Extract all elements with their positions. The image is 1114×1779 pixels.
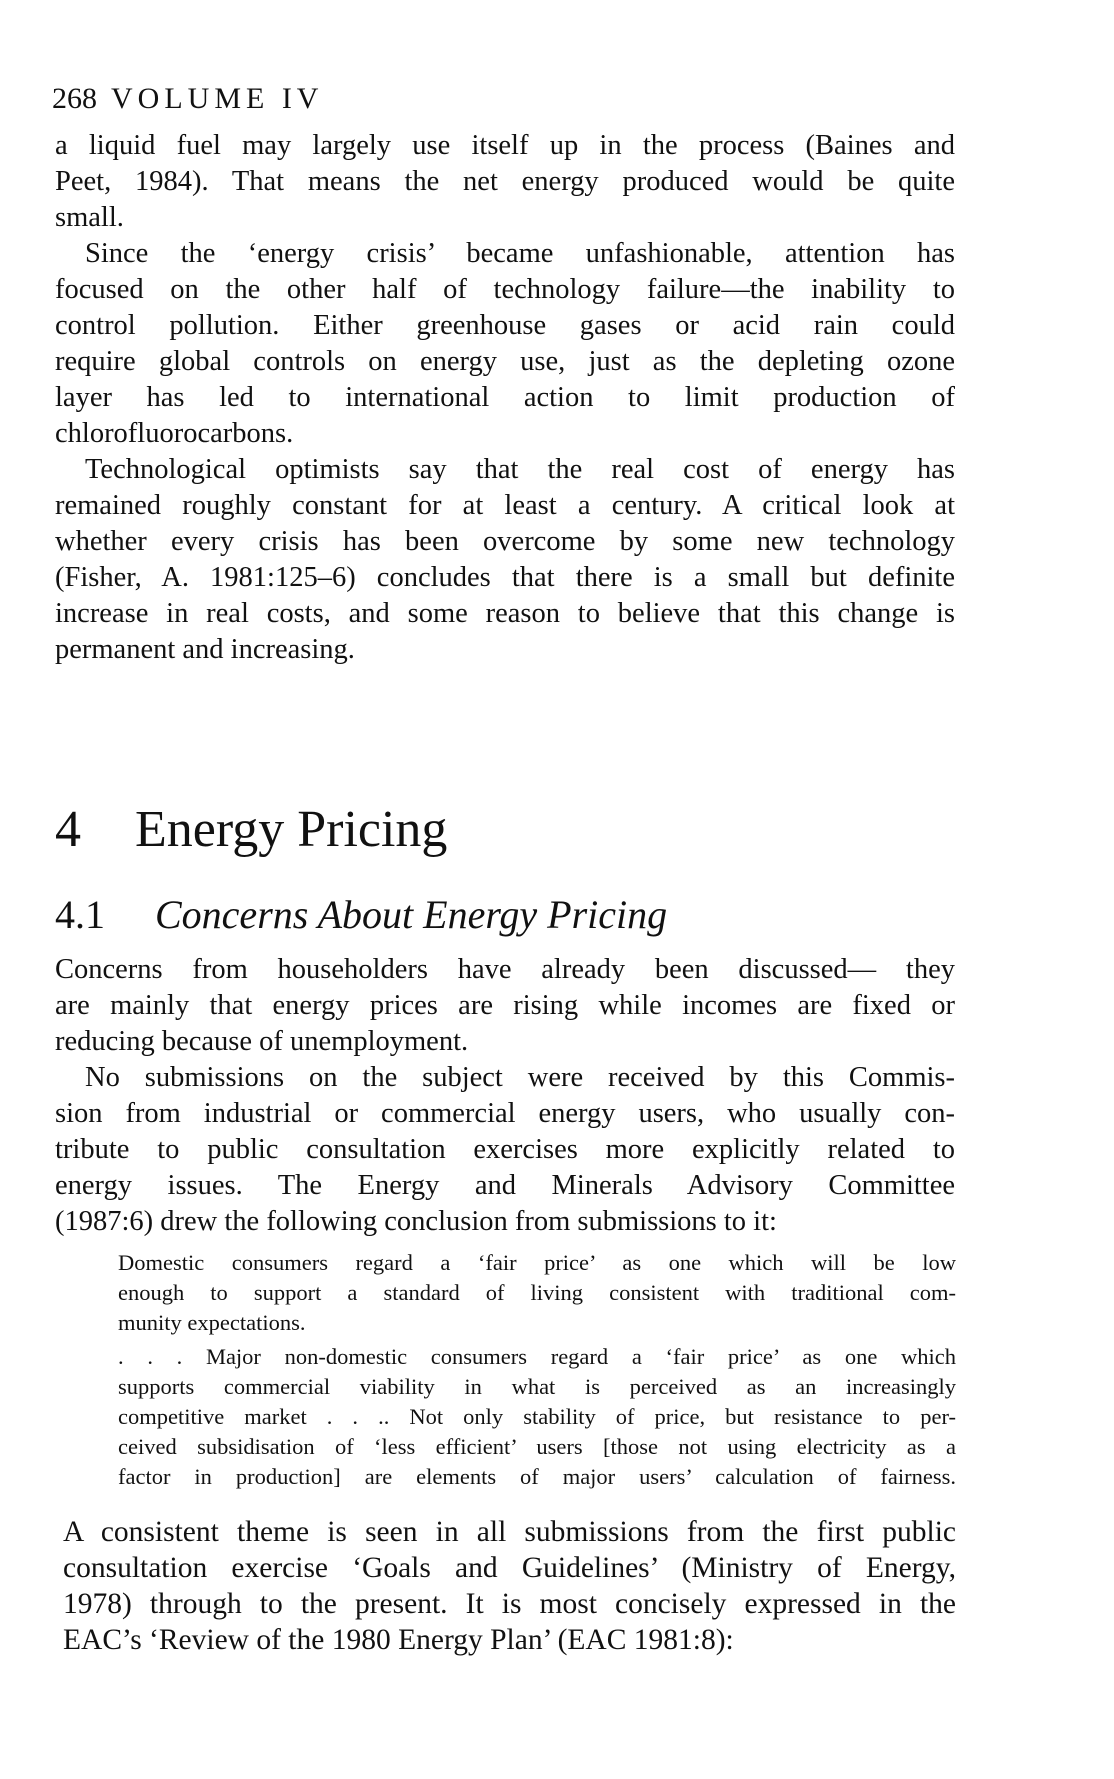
subsection-number: 4.1 xyxy=(55,892,105,937)
text-line: No submissions on the subject were received by this Commis- xyxy=(85,1062,955,1093)
paragraph xyxy=(55,452,955,668)
text-line: EAC’s ‘Review of the 1980 Energy Plan’ (EAC 1981:8): xyxy=(63,1624,734,1656)
section-number: 4 xyxy=(55,801,81,858)
text-line: (1987:6) drew the following conclusion from submissions to it: xyxy=(55,1206,777,1237)
text-line: sion from industrial or commercial energy users, who usually con- xyxy=(55,1098,955,1129)
block-quote xyxy=(118,1248,956,1492)
text-line: small. xyxy=(55,202,124,233)
quote-line: supports commercial viability in what is perceived as an increasingly xyxy=(118,1374,956,1399)
quote-line: . . . Major non-domestic consumers regard a ‘fair price’ as one which xyxy=(118,1344,956,1369)
text-line: 1978) through to the present. It is most concisely expressed in the xyxy=(63,1588,956,1620)
text-line: layer has led to international action to limit production of xyxy=(55,382,955,413)
text-line: require global controls on energy use, just as the depleting ozone xyxy=(55,346,955,377)
text-line: Technological optimists say that the real cost of energy has xyxy=(85,454,955,485)
quote-line: competitive market . . .. Not only stability of price, but resistance to per- xyxy=(118,1404,956,1429)
section-title: Energy Pricing xyxy=(135,801,448,858)
section-heading xyxy=(55,800,447,860)
paragraph xyxy=(55,128,955,236)
quote-line: enough to support a standard of living consistent with traditional com- xyxy=(118,1280,956,1305)
text-line: remained roughly constant for at least a century. A critical look at xyxy=(55,490,955,521)
paragraph xyxy=(63,1514,956,1658)
paragraph xyxy=(55,952,955,1060)
text-line: tribute to public consultation exercises more explicitly related to xyxy=(55,1134,955,1165)
page-number: 268 xyxy=(52,82,97,115)
subsection-heading xyxy=(55,892,667,938)
paragraph xyxy=(55,236,955,452)
text-line: reducing because of unemployment. xyxy=(55,1026,469,1057)
running-head xyxy=(52,82,323,116)
text-line: Peet, 1984). That means the net energy produced would be quite xyxy=(55,166,955,197)
text-line: energy issues. The Energy and Minerals Advisory Committee xyxy=(55,1170,955,1201)
quote-line: Domestic consumers regard a ‘fair price’ as one which will be low xyxy=(118,1250,956,1275)
text-line: chlorofluorocarbons. xyxy=(55,418,294,449)
subsection-title: Concerns About Energy Pricing xyxy=(155,892,668,937)
quote-line: factor in production] are elements of major users’ calculation of fairness. xyxy=(118,1464,956,1489)
paragraph xyxy=(55,1060,955,1240)
text-line: whether every crisis has been overcome by some new technology xyxy=(55,526,955,557)
text-line: Since the ‘energy crisis’ became unfashionable, attention has xyxy=(85,238,955,269)
text-line: control pollution. Either greenhouse gases or acid rain could xyxy=(55,310,955,341)
text-line: focused on the other half of technology failure—the inability to xyxy=(55,274,955,305)
text-line: Concerns from householders have already been discussed— they xyxy=(55,954,955,985)
text-line: are mainly that energy prices are rising while incomes are fixed or xyxy=(55,990,955,1021)
text-line: increase in real costs, and some reason to believe that this change is xyxy=(55,598,955,629)
volume-label: VOLUME IV xyxy=(111,82,324,115)
quote-line: munity expectations. xyxy=(118,1310,306,1335)
text-line: permanent and increasing. xyxy=(55,634,355,665)
text-line: consultation exercise ‘Goals and Guidelines’ (Ministry of Energy, xyxy=(63,1552,956,1584)
text-line: (Fisher, A. 1981:125–6) concludes that there is a small but definite xyxy=(55,562,955,593)
quote-line: ceived subsidisation of ‘less efficient’ users [those not using electricity as a xyxy=(118,1434,956,1459)
text-line: A consistent theme is seen in all submissions from the first public xyxy=(63,1516,956,1548)
text-line: a liquid fuel may largely use itself up in the process (Baines and xyxy=(55,130,955,161)
